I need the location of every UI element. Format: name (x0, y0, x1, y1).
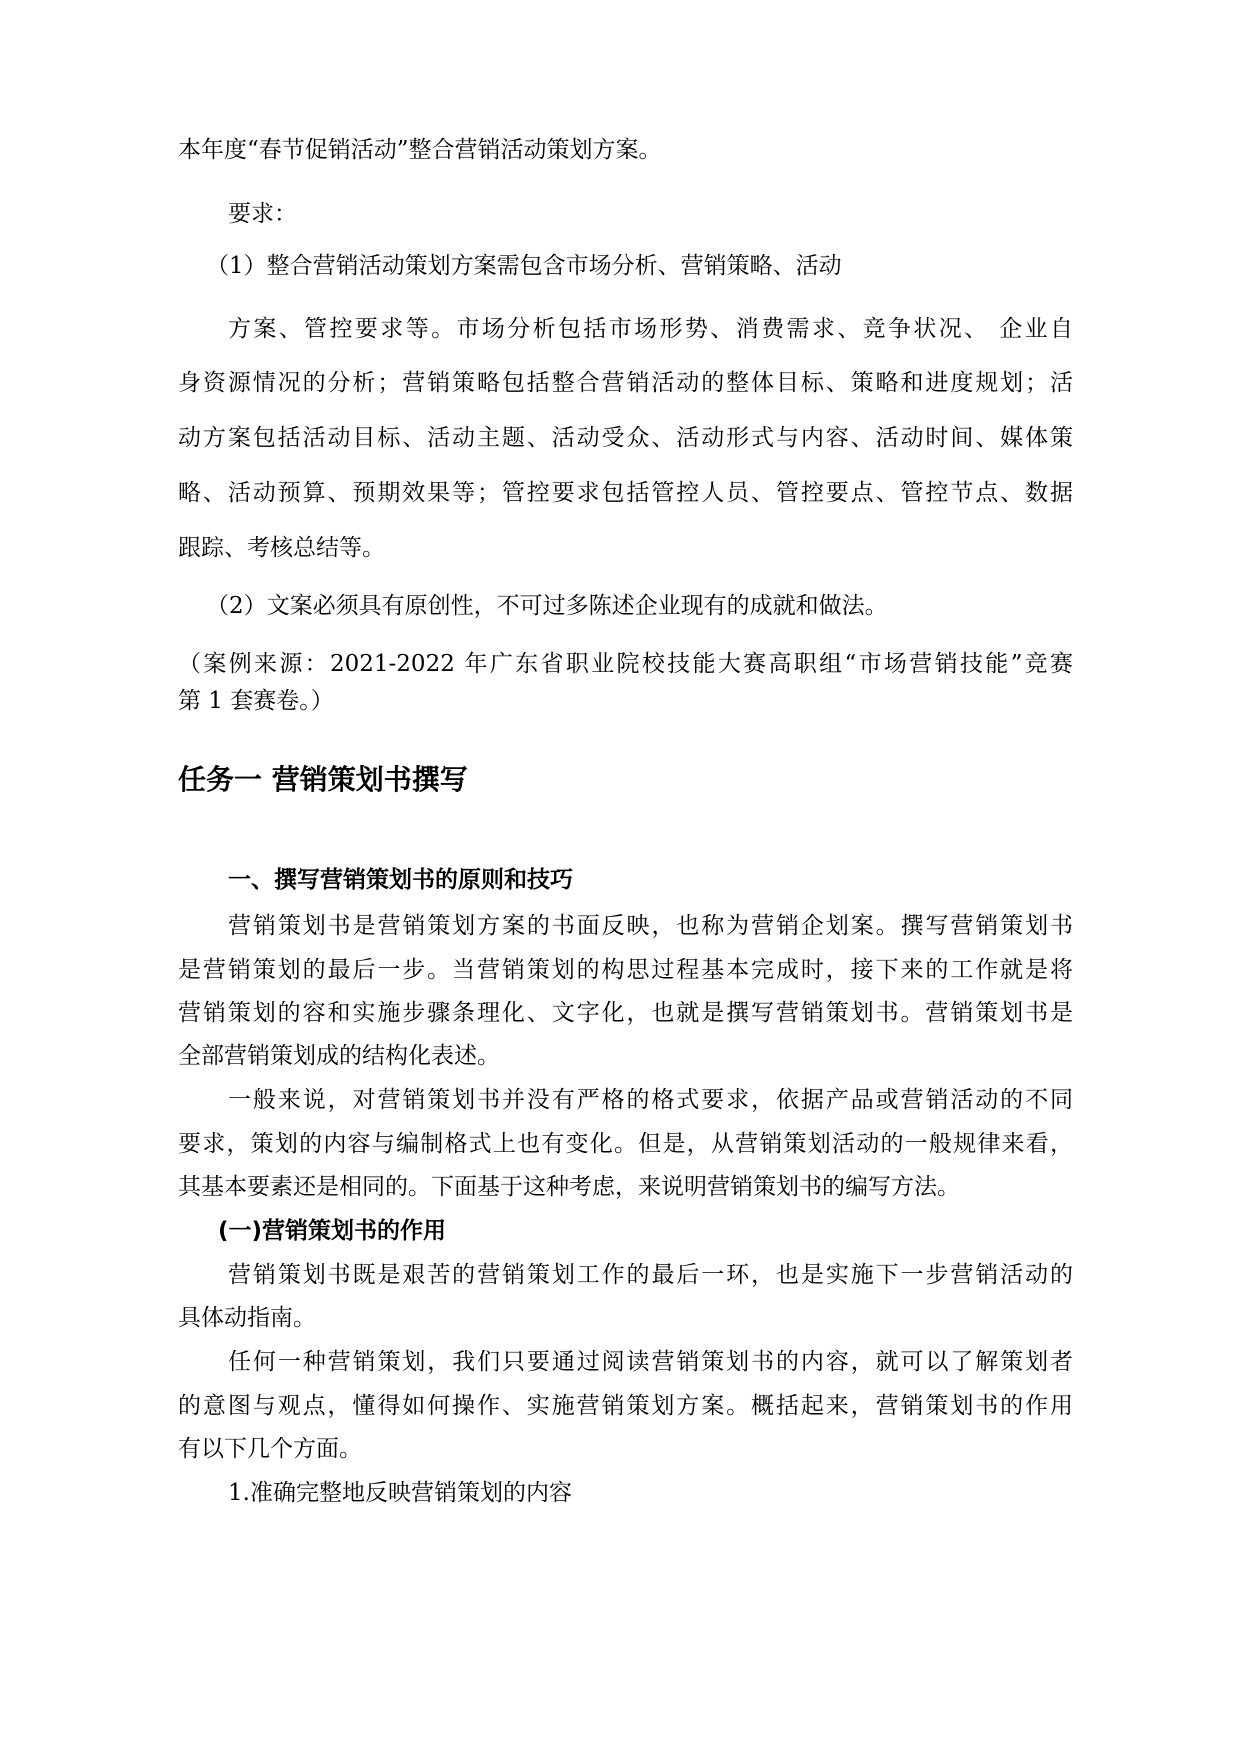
list-item-1: 1.准确完整地反映营销策划的内容 (228, 1480, 572, 1506)
paragraph-2-line-3: 其基本要素还是相同的。下面基于这种考虑，来说明营销策划书的编写方法。 (178, 1174, 960, 1200)
requirement-1-line-2: 方案、管控要求等。市场分析包括市场形势、消费需求、竞争状况、 企业自 (228, 316, 1073, 342)
requirement-1-line-1: （1）整合营销活动策划方案需包含市场分析、营销策略、活动 (206, 253, 842, 279)
paragraph-2-line-2: 要求，策划的内容与编制格式上也有变化。但是，从营销策划活动的一般规律来看， (178, 1131, 1073, 1157)
section-heading: 一、撰写营销策划书的原则和技巧 (228, 867, 573, 893)
paragraph-1-line-3: 营销策划的容和实施步骤条理化、文字化，也就是撰写营销策划书。营销策划书是 (178, 1000, 1073, 1026)
paragraph-3-line-2: 具体动指南。 (178, 1305, 316, 1331)
subsection-heading: (一)营销策划书的作用 (218, 1218, 447, 1244)
requirements-label: 要求： (228, 201, 297, 227)
paragraph-4-line-3: 有以下几个方面。 (178, 1436, 362, 1462)
paragraph-1-line-1: 营销策划书是营销策划方案的书面反映，也称为营销企划案。撰写营销策划书 (228, 913, 1073, 939)
requirement-1-line-5: 略、活动预算、预期效果等；管控要求包括管控人员、管控要点、管控节点、数据 (178, 480, 1073, 506)
requirement-1-line-6: 跟踪、考核总结等。 (178, 535, 385, 561)
paragraph-3-line-1: 营销策划书既是艰苦的营销策划工作的最后一环，也是实施下一步营销活动的 (228, 1262, 1073, 1288)
task-title: 任务一 营销策划书撰写 (178, 763, 468, 796)
paragraph-2-line-1: 一般来说，对营销策划书并没有严格的格式要求，依据产品或营销活动的不同 (228, 1087, 1073, 1113)
requirement-2: （2）文案必须具有原创性，不可过多陈述企业现有的成就和做法。 (206, 593, 888, 619)
paragraph-1-line-2: 是营销策划的最后一步。当营销策划的构思过程基本完成时，接下来的工作就是将 (178, 957, 1073, 983)
requirement-1-line-3: 身资源情况的分析；营销策略包括整合营销活动的整体目标、策略和进度规划；活 (178, 370, 1073, 396)
case-source-line-1: （案例来源：2021-2022 年广东省职业院校技能大赛高职组“市场营销技能”竞赛 (178, 651, 1073, 677)
requirement-1-line-4: 动方案包括活动目标、活动主题、活动受众、活动形式与内容、活动时间、媒体策 (178, 425, 1073, 451)
paragraph-4-line-2: 的意图与观点，懂得如何操作、实施营销策划方案。概括起来，营销策划书的作用 (178, 1393, 1073, 1419)
intro-line: 本年度“春节促销活动”整合营销活动策划方案。 (178, 137, 662, 163)
case-source-line-2: 第 1 套赛卷。） (178, 688, 334, 714)
paragraph-1-line-4: 全部营销策划成的结构化表述。 (178, 1043, 500, 1069)
paragraph-4-line-1: 任何一种营销策划，我们只要通过阅读营销策划书的内容，就可以了解策划者 (228, 1349, 1073, 1375)
